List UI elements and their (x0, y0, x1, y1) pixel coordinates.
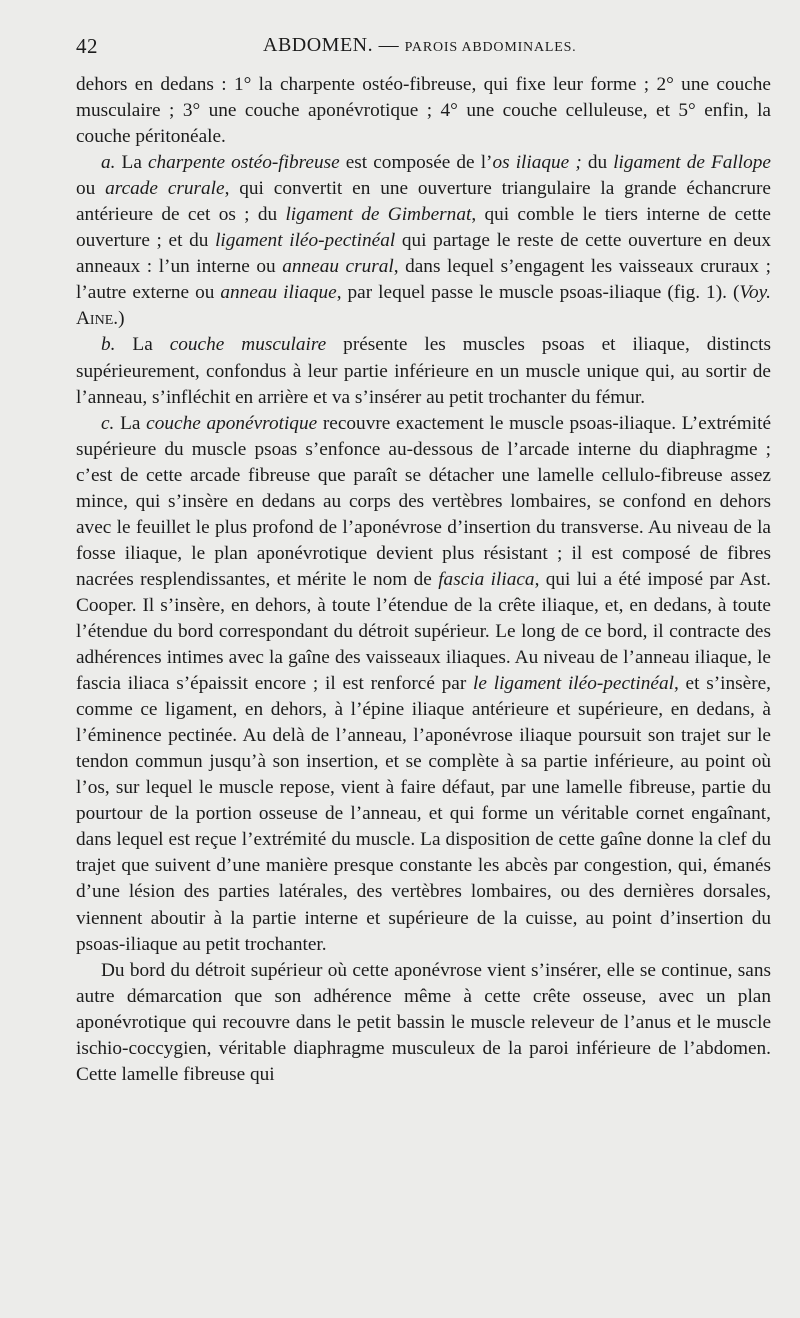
term-ligament-gimbernat: ligament de Gimbernat (285, 204, 472, 226)
term-couche-musculaire: couche musculaire (169, 334, 327, 356)
running-section: PAROIS ABDOMINALES. (404, 40, 577, 55)
running-separator: — (373, 34, 405, 56)
body-text (76, 72, 771, 1088)
term-charpente: charpente ostéo-fibreuse (147, 152, 340, 174)
term-ligament-ileo-pectineal: ligament iléo-pectinéal (215, 230, 396, 252)
paragraph-a-osseous-framework: a. La charpente ostéo-fibreuse est composée de l’os iliaque ; du ligament de Fallope ou arcade crurale, qui convertit en une ouverture triangulaire la grande échancrure antérieure de cet os ; du ligament de Gimbernat, qui comble le tiers interne de cette ouverture ; et du ligament iléo-pectinéal qui partage le reste de cette ouverture en deux anneaux : l’un interne ou anneau crural, dans lequel s’engagent les vaisseaux cruraux ; l’autre externe ou anneau iliaque, par lequel passe le muscle psoas-iliaque (fig. 1). (Voy. Aine.) (76, 152, 771, 330)
item-label-c: c. (101, 412, 115, 434)
item-label-b: b. (101, 334, 116, 356)
paragraph-detroit-superieur: Du bord du détroit supérieur où cette aponévrose vient s’insérer, elle se continue, sans autre démarcation que son adhérence même à cette crête osseuse, avec un plan aponévrotique qui recouvre dans le petit bassin le muscle releveur de l’anus et le muscle ischio-coccygien, véritable diaphragme musculeux de la paroi inférieure de l’abdomen. Cette lamelle fibreuse qui (76, 959, 771, 1085)
page-number: 42 (76, 34, 98, 58)
term-anneau-iliaque: anneau iliaque (220, 282, 337, 304)
term-os-iliaque: os iliaque ; (492, 152, 582, 174)
term-anneau-crural: anneau crural (282, 256, 394, 278)
paragraph-b-muscular-layer: b. La couche musculaire présente les muscles psoas et iliaque, distincts supérieurement, confondus à leur partie inférieure en un muscle unique qui, au sortir de l’anneau, s’infléchit en arrière et va s’insérer au petit trochanter du fémur. (76, 334, 771, 408)
term-le-ligament-ileo-pectineal: le ligament iléo-pectinéal (473, 673, 674, 695)
paragraph-c-aponeurotic-layer: c. La couche aponévrotique recouvre exactement le muscle psoas-iliaque. L’extrémité supérieure du muscle psoas s’enfonce au-dessous de l’arcade interne du diaphragme ; c’est de cette arcade fibreuse que paraît se détacher une lamelle cellulo-fibreuse assez mince, qui s’insère en dedans au corps des vertèbres lombaires, se confond en dehors avec le feuillet le plus profond de l’aponévrose d’insertion du transverse. Au niveau de la fosse iliaque, le plan aponévrotique devient plus résistant ; il est composé de fibres nacrées resplendissantes, et mérite le nom de fascia iliaca, qui lui a été imposé par Ast. Cooper. Il s’insère, en dehors, à toute l’étendue de la crête iliaque, et, en dedans, à toute l’étendue du bord correspondant du détroit supérieur. Le long de ce bord, il contracte des adhérences intimes avec la gaîne des vaisseaux iliaques. Au niveau de l’anneau iliaque, le fascia iliaca s’épaissit encore ; il est renforcé par le ligament iléo-pectinéal, et s’insère, comme ce ligament, en dehors, à l’épine iliaque antérieure et supérieure, en dedans, à l’éminence pectinée. Au delà de l’anneau, l’aponévrose iliaque poursuit son trajet sur le tendon commun jusqu’à son insertion, et se complète à sa partie inférieure, au point où l’os, sur lequel le muscle repose, vient à faire défaut, par une lamelle fibreuse, partie du pourtour de la portion osseuse de l’anneau, et qui forme un véritable cornet engaînant, dans lequel est reçue l’extrémité du muscle. La disposition de cette gaîne donne la clef du trajet que suivent d’une manière presque constante les abcès par congestion, qui, émanés d’une lésion des parties latérales, des vertèbres lombaires, ou des dernières dorsales, viennent aboutir à la partie interne et supérieure de la cuisse, au point d’insertion du psoas-iliaque au petit trochanter. (76, 412, 771, 955)
paragraph-continuation: dehors en dedans : 1° la charpente ostéo-fibreuse, qui fixe leur forme ; 2° une couche musculaire ; 3° une couche aponévrotique ; 4° une couche celluleuse, et 5° enfin, la couche péritonéale. (76, 74, 771, 148)
term-arcade-crurale: arcade crurale (105, 178, 225, 200)
cross-reference-aine: Aine. (76, 308, 119, 330)
page-header (76, 34, 770, 64)
item-label-a: a. (101, 152, 116, 174)
running-head (263, 34, 576, 57)
term-fascia-iliaca: fascia iliaca (438, 568, 535, 590)
running-title: ABDOMEN. (263, 34, 374, 56)
term-couche-aponevrotique: couche aponévrotique (146, 412, 318, 434)
term-ligament-fallope: ligament de Fallope (613, 152, 771, 174)
cross-reference-voy: Voy. (739, 282, 771, 304)
